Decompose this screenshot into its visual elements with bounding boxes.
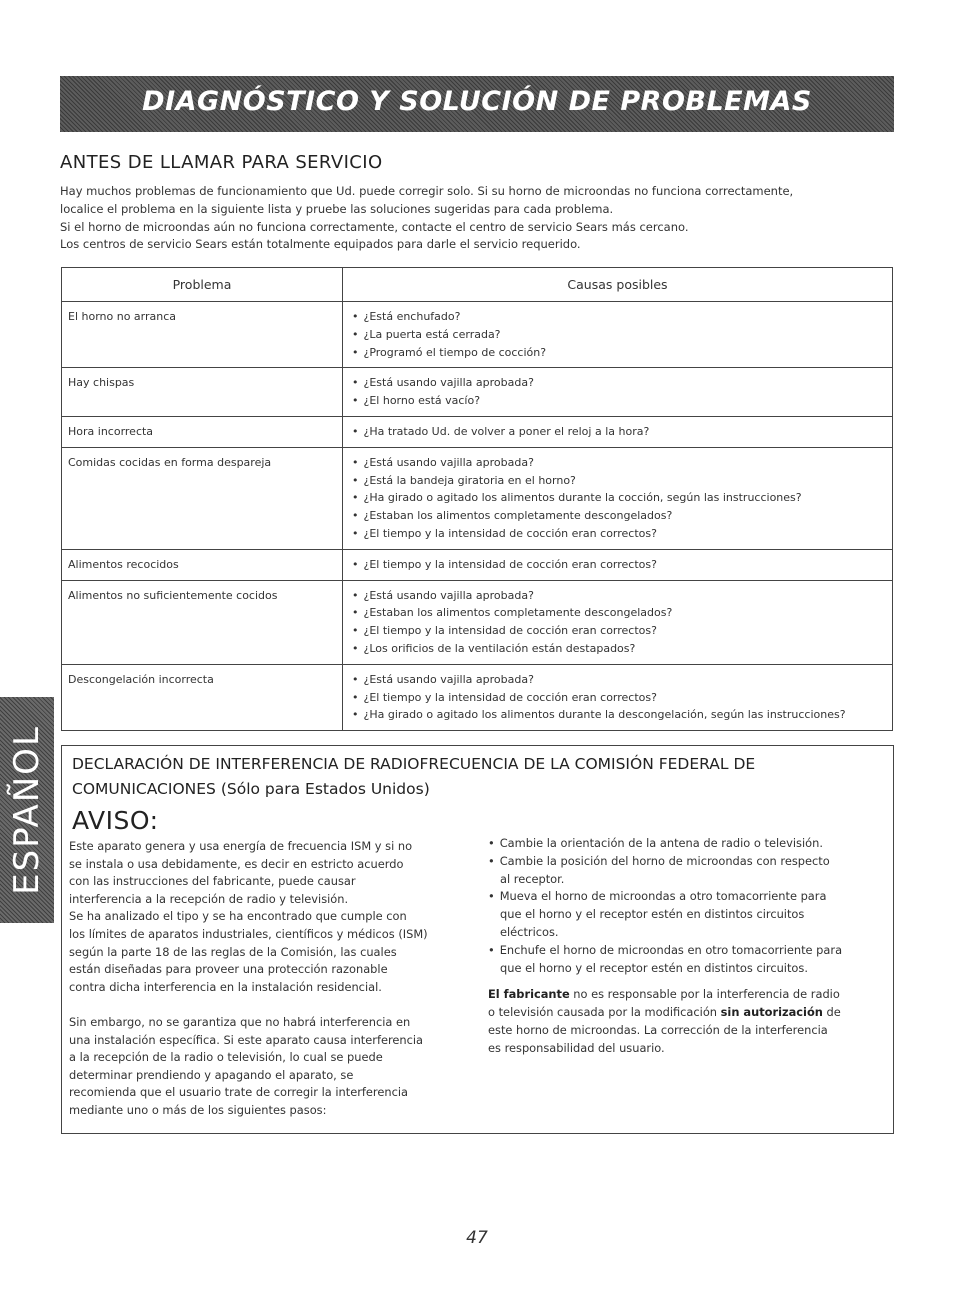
paragraph-line: según la parte 18 de las reglas de la Comisión, las cuales <box>69 944 397 959</box>
paragraph-line: están diseñadas para proveer una protección razonable <box>69 962 388 977</box>
fcc-title-sub: (Sólo para Estados Unidos) <box>220 780 430 798</box>
fcc-step-line: Cambie la posición del horno de microondas con respecto <box>499 853 830 868</box>
fcc-title-line2 <box>72 777 882 802</box>
cause-item: • ¿Ha girado o agitado los alimentos durante la cocción, según las instrucciones? <box>349 489 886 507</box>
cause-item: • ¿El tiempo y la intensidad de cocción eran correctos? <box>349 556 886 574</box>
language-side-tab <box>0 697 54 923</box>
causes-list <box>349 308 886 361</box>
cause-item: • ¿Estaban los alimentos completamente descongelados? <box>349 604 886 622</box>
aviso-heading: AVISO: <box>72 806 159 835</box>
cause-item: • ¿Está usando vajilla aprobada? <box>349 454 886 472</box>
cause-item: • ¿Está usando vajilla aprobada? <box>349 374 886 392</box>
note-line <box>488 986 888 1004</box>
causes-cell <box>343 664 893 730</box>
note-line: es responsabilidad del usuario. <box>488 1040 665 1055</box>
table-row <box>62 447 893 549</box>
table-row <box>62 580 893 664</box>
note-bold: sin autorización <box>720 1005 823 1020</box>
table-body <box>62 302 893 731</box>
cause-item: • ¿La puerta está cerrada? <box>349 326 886 344</box>
problem-cell: Hora incorrecta <box>62 416 343 447</box>
table-row <box>62 549 893 580</box>
problem-cell: Descongelación incorrecta <box>62 664 343 730</box>
intro-line: Hay muchos problemas de funcionamiento que Ud. puede corregir solo. Si su horno de microondas no funciona correctamente, <box>60 184 794 198</box>
causes-list <box>349 556 886 574</box>
fcc-step-line: eléctricos. <box>500 924 559 939</box>
fcc-steps-list <box>488 835 888 977</box>
cause-item: • ¿Está enchufado? <box>349 308 886 326</box>
paragraph-line: recomienda que el usuario trate de corregir la interferencia <box>69 1085 408 1100</box>
banner-title: DIAGNÓSTICO Y SOLUCIÓN DE PROBLEMAS <box>142 86 812 117</box>
cause-item: • ¿Ha girado o agitado los alimentos durante la descongelación, según las instrucciones? <box>349 706 886 724</box>
fcc-step-line: que el horno y el receptor estén en distintos circuitos <box>500 907 805 922</box>
cause-item: • ¿Programó el tiempo de cocción? <box>349 344 886 362</box>
table-row <box>62 302 893 368</box>
page-number: 47 <box>466 1228 488 1248</box>
fcc-notice-box <box>61 745 894 1134</box>
problem-cell: El horno no arranca <box>62 302 343 368</box>
paragraph-line: mediante uno o más de los siguientes pasos: <box>69 1102 327 1117</box>
cause-item: • ¿Los orificios de la ventilación están destapados? <box>349 640 886 658</box>
fcc-left-column <box>69 838 469 1120</box>
causes-cell <box>343 302 893 368</box>
cause-item: • ¿Ha tratado Ud. de volver a poner el reloj a la hora? <box>349 423 886 441</box>
fcc-step-item <box>488 888 888 941</box>
intro-line: Si el horno de microondas aún no funciona correctamente, contacte el centro de servicio Sears más cercano. <box>60 219 689 234</box>
note-bold: El fabricante <box>488 987 570 1002</box>
causes-cell <box>343 368 893 417</box>
causes-cell <box>343 549 893 580</box>
note-line: este horno de microondas. La corrección de la interferencia <box>488 1022 828 1037</box>
causes-cell <box>343 447 893 549</box>
cause-item: • ¿El tiempo y la intensidad de cocción eran correctos? <box>349 525 886 543</box>
cause-item: • ¿Estaban los alimentos completamente descongelados? <box>349 507 886 525</box>
paragraph-line: determinar prendiendo y apagando el aparato, se <box>69 1067 354 1082</box>
page-banner <box>60 76 894 132</box>
causes-list <box>349 423 886 441</box>
causes-cell <box>343 416 893 447</box>
causes-list <box>349 587 886 658</box>
fcc-title <box>72 752 882 802</box>
section-heading: ANTES DE LLAMAR PARA SERVICIO <box>60 152 383 173</box>
paragraph-line: Se ha analizado el tipo y se ha encontrado que cumple con <box>69 909 407 924</box>
fcc-step-line: Cambie la orientación de la antena de radio o televisión. <box>499 836 823 850</box>
fcc-step-line: al receptor. <box>500 871 565 886</box>
table-row <box>62 664 893 730</box>
cause-item: • ¿Está usando vajilla aprobada? <box>349 671 886 689</box>
note-text: de <box>822 1005 841 1020</box>
table-row <box>62 368 893 417</box>
header-problem: Problema <box>62 268 343 302</box>
fcc-paragraph-2 <box>69 1014 469 1120</box>
header-causes: Causas posibles <box>343 268 893 302</box>
fcc-step-item <box>488 942 888 978</box>
fcc-title-line1: DECLARACIÓN DE INTERFERENCIA DE RADIOFRECUENCIA DE LA COMISIÓN FEDERAL DE <box>72 755 756 773</box>
fcc-paragraph-1 <box>69 838 469 996</box>
fcc-step-line: que el horno y el receptor estén en distintos circuitos. <box>500 960 808 975</box>
cause-item: • ¿Está la bandeja giratoria en el horno? <box>349 472 886 490</box>
problem-cell: Alimentos no suficientemente cocidos <box>62 580 343 664</box>
intro-line: localice el problema en la siguiente lista y pruebe las soluciones sugeridas para cada problema. <box>60 201 614 216</box>
side-tab-label: ESPAÑOL <box>7 725 47 895</box>
table-header-row <box>62 268 893 302</box>
paragraph-line: a la recepción de la radio o televisión, lo cual se puede <box>69 1050 383 1065</box>
problem-cell: Comidas cocidas en forma despareja <box>62 447 343 549</box>
paragraph-line: una instalación específica. Si este aparato causa interferencia <box>69 1032 424 1047</box>
causes-cell <box>343 580 893 664</box>
problem-cell: Alimentos recocidos <box>62 549 343 580</box>
fcc-title-main: COMUNICACIONES <box>72 780 216 798</box>
manufacturer-note <box>488 986 888 1057</box>
problem-cell: Hay chispas <box>62 368 343 417</box>
cause-item: • ¿El horno está vacío? <box>349 392 886 410</box>
troubleshooting-table <box>61 267 893 731</box>
note-line <box>488 1004 888 1022</box>
cause-item: • ¿Está usando vajilla aprobada? <box>349 587 886 605</box>
fcc-step-item <box>488 853 888 889</box>
table-row <box>62 416 893 447</box>
causes-list <box>349 671 886 724</box>
causes-list <box>349 374 886 410</box>
paragraph-line: los límites de aparatos industriales, científicos y médicos (ISM) <box>69 926 428 941</box>
cause-item: • ¿El tiempo y la intensidad de cocción eran correctos? <box>349 622 886 640</box>
paragraph-line: Sin embargo, no se garantiza que no habrá interferencia en <box>69 1014 411 1029</box>
fcc-step-line: Enchufe el horno de microondas en otro tomacorriente para <box>499 942 843 957</box>
paragraph-line: interferencia a la recepción de radio y televisión. <box>69 891 349 906</box>
note-text: no es responsable por la interferencia de radio <box>569 987 840 1002</box>
cause-item: • ¿El tiempo y la intensidad de cocción eran correctos? <box>349 689 886 707</box>
paragraph-line: con las instrucciones del fabricante, puede causar <box>69 874 356 889</box>
intro-line: Los centros de servicio Sears están totalmente equipados para darle el servicio requerido. <box>60 237 581 252</box>
fcc-right-column <box>488 835 888 1058</box>
paragraph-line: Este aparato genera y usa energía de frecuencia ISM y si no <box>69 839 413 853</box>
note-text: o televisión causada por la modificación <box>488 1005 721 1020</box>
paragraph-line: se instala o usa debidamente, es decir en estricto acuerdo <box>69 856 404 871</box>
intro-text <box>60 183 900 254</box>
paragraph-line: contra dicha interferencia en la instalación residencial. <box>69 979 382 994</box>
causes-list <box>349 454 886 543</box>
fcc-step-item <box>488 835 888 853</box>
fcc-step-line: Mueva el horno de microondas a otro tomacorriente para <box>499 889 827 904</box>
